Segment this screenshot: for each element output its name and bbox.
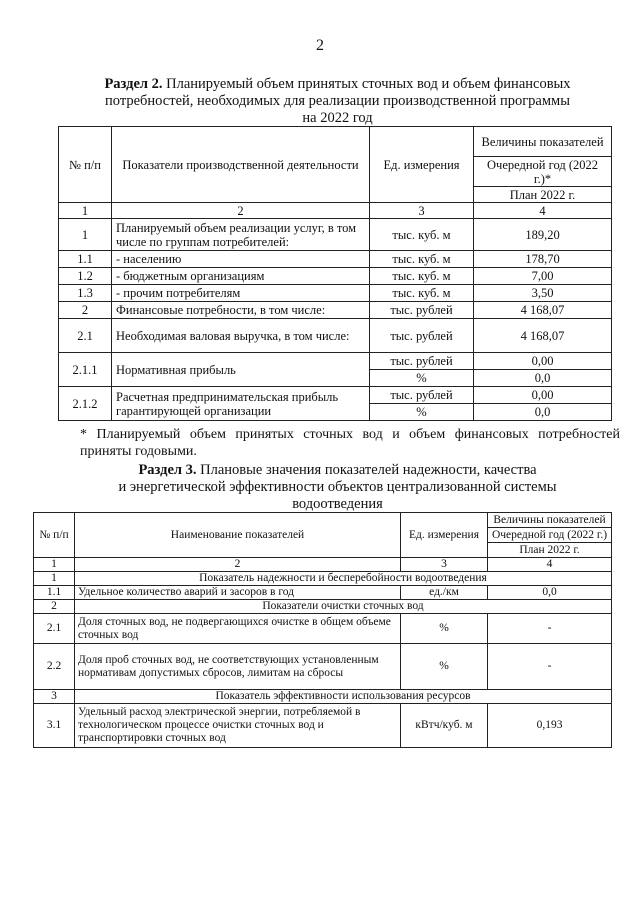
row-unit: % (370, 370, 474, 387)
table-row (59, 268, 612, 285)
header-values-group: Величины показателей (474, 127, 612, 157)
row-num: 2.1.1 (59, 353, 112, 387)
row-value: 178,70 (474, 251, 612, 268)
table-row (59, 219, 612, 251)
row-num: 1.3 (59, 285, 112, 302)
header-indicator: Показатели производственной деятельности (112, 127, 370, 203)
row-value: 0,00 (474, 387, 612, 404)
section3-title-bold: Раздел 3. (138, 462, 197, 478)
row-num: 1.1 (59, 251, 112, 268)
row-name: Нормативная прибыль (112, 353, 370, 387)
table-row (34, 704, 612, 748)
table-row (59, 302, 612, 319)
row-value: - (488, 614, 612, 644)
colnum-1: 1 (59, 203, 112, 219)
section2-title-line2: потребностей, необходимых для реализации производственной программы (105, 93, 570, 109)
row-name: - населению (112, 251, 370, 268)
row-unit: тыс. куб. м (370, 219, 474, 251)
row-unit: % (370, 404, 474, 421)
table-row (59, 387, 612, 404)
section2-title (60, 76, 615, 127)
section3-title-line3: водоотведения (292, 496, 383, 512)
row-name: - прочим потребителям (112, 285, 370, 302)
section2-title-line1: Планируемый объем принятых сточных вод и объем финансовых (162, 76, 571, 92)
row-value: 0,193 (488, 704, 612, 748)
table-row (34, 614, 612, 644)
row-unit: тыс. куб. м (370, 268, 474, 285)
group-num: 1 (34, 572, 75, 586)
table-row (34, 586, 612, 600)
header-plan: План 2022 г. (474, 187, 612, 203)
row-unit: тыс. куб. м (370, 285, 474, 302)
section2-title-bold: Раздел 2. (104, 76, 163, 92)
row-name: Необходимая валовая выручка, в том числе: (112, 319, 370, 353)
row-value: 189,20 (474, 219, 612, 251)
section3-title (60, 462, 615, 513)
group-row (34, 600, 612, 614)
section2-footnote: * Планируемый объем принятых сточных вод и объем финансовых потребностей приняты годовыми. (80, 427, 620, 459)
row-num: 3.1 (34, 704, 75, 748)
row-name: Удельный расход электрической энергии, потребляемой в технологическом процессе очистки сточных вод и транспортировки сточных вод (75, 704, 401, 748)
table-row (59, 251, 612, 268)
table-row (59, 285, 612, 302)
group-title: Показатель надежности и бесперебойности водоотведения (75, 572, 612, 586)
row-num: 2.1 (34, 614, 75, 644)
row-value: 0,0 (474, 404, 612, 421)
row-num: 2 (59, 302, 112, 319)
row-num: 1 (59, 219, 112, 251)
row-value: 7,00 (474, 268, 612, 285)
row-unit: тыс. рублей (370, 387, 474, 404)
group-row (34, 690, 612, 704)
group-title: Показатель эффективности использования ресурсов (75, 690, 612, 704)
colnum-4: 4 (474, 203, 612, 219)
row-name: Финансовые потребности, в том числе: (112, 302, 370, 319)
row-value: 4 168,07 (474, 319, 612, 353)
header-values-group: Величины показателей (488, 513, 612, 528)
row-num: 1.1 (34, 586, 75, 600)
row-value: 4 168,07 (474, 302, 612, 319)
row-num: 1.2 (59, 268, 112, 285)
page-number: 2 (316, 37, 324, 54)
row-value: 0,0 (488, 586, 612, 600)
header-num: № п/п (59, 127, 112, 203)
row-unit: тыс. куб. м (370, 251, 474, 268)
table-row (34, 644, 612, 690)
row-value: 0,0 (474, 370, 612, 387)
header-num: № п/п (34, 513, 75, 558)
row-name: Расчетная предпринимательская прибыль гарантирующей организации (112, 387, 370, 421)
section3-table (33, 512, 612, 748)
section3-title-line1: Плановые значения показателей надежности, качества (196, 462, 537, 478)
row-unit: % (401, 614, 488, 644)
row-value: - (488, 644, 612, 690)
row-unit: тыс. рублей (370, 319, 474, 353)
colnum-3: 3 (401, 558, 488, 572)
colnum-3: 3 (370, 203, 474, 219)
section2-title-line3: на 2022 год (302, 110, 373, 126)
group-num: 2 (34, 600, 75, 614)
row-num: 2.1 (59, 319, 112, 353)
colnum-4: 4 (488, 558, 612, 572)
row-name: Доля сточных вод, не подвергающихся очистке в общем объеме сточных вод (75, 614, 401, 644)
table-row (59, 353, 612, 370)
header-indicator: Наименование показателей (75, 513, 401, 558)
header-plan: План 2022 г. (488, 543, 612, 558)
table-row (59, 319, 612, 353)
group-num: 3 (34, 690, 75, 704)
section2-table (58, 126, 612, 421)
row-value: 0,00 (474, 353, 612, 370)
header-next-year: Очередной год (2022 г.)* (474, 157, 612, 187)
row-name: Планируемый объем реализации услуг, в том числе по группам потребителей: (112, 219, 370, 251)
header-unit: Ед. измерения (370, 127, 474, 203)
header-unit: Ед. измерения (401, 513, 488, 558)
row-unit: ед./км (401, 586, 488, 600)
row-name: Доля проб сточных вод, не соответствующих установленным нормативам допустимых сбросов, лимитам на сбросы (75, 644, 401, 690)
row-unit: тыс. рублей (370, 302, 474, 319)
row-value: 3,50 (474, 285, 612, 302)
group-title: Показатели очистки сточных вод (75, 600, 612, 614)
row-num: 2.1.2 (59, 387, 112, 421)
row-unit: тыс. рублей (370, 353, 474, 370)
row-unit: % (401, 644, 488, 690)
header-next-year: Очередной год (2022 г.) (488, 528, 612, 543)
colnum-2: 2 (75, 558, 401, 572)
row-num: 2.2 (34, 644, 75, 690)
section3-title-line2: и энергетической эффективности объектов централизованной системы (118, 479, 557, 495)
row-unit: кВтч/куб. м (401, 704, 488, 748)
colnum-2: 2 (112, 203, 370, 219)
row-name: - бюджетным организациям (112, 268, 370, 285)
colnum-1: 1 (34, 558, 75, 572)
group-row (34, 572, 612, 586)
row-name: Удельное количество аварий и засоров в год (75, 586, 401, 600)
